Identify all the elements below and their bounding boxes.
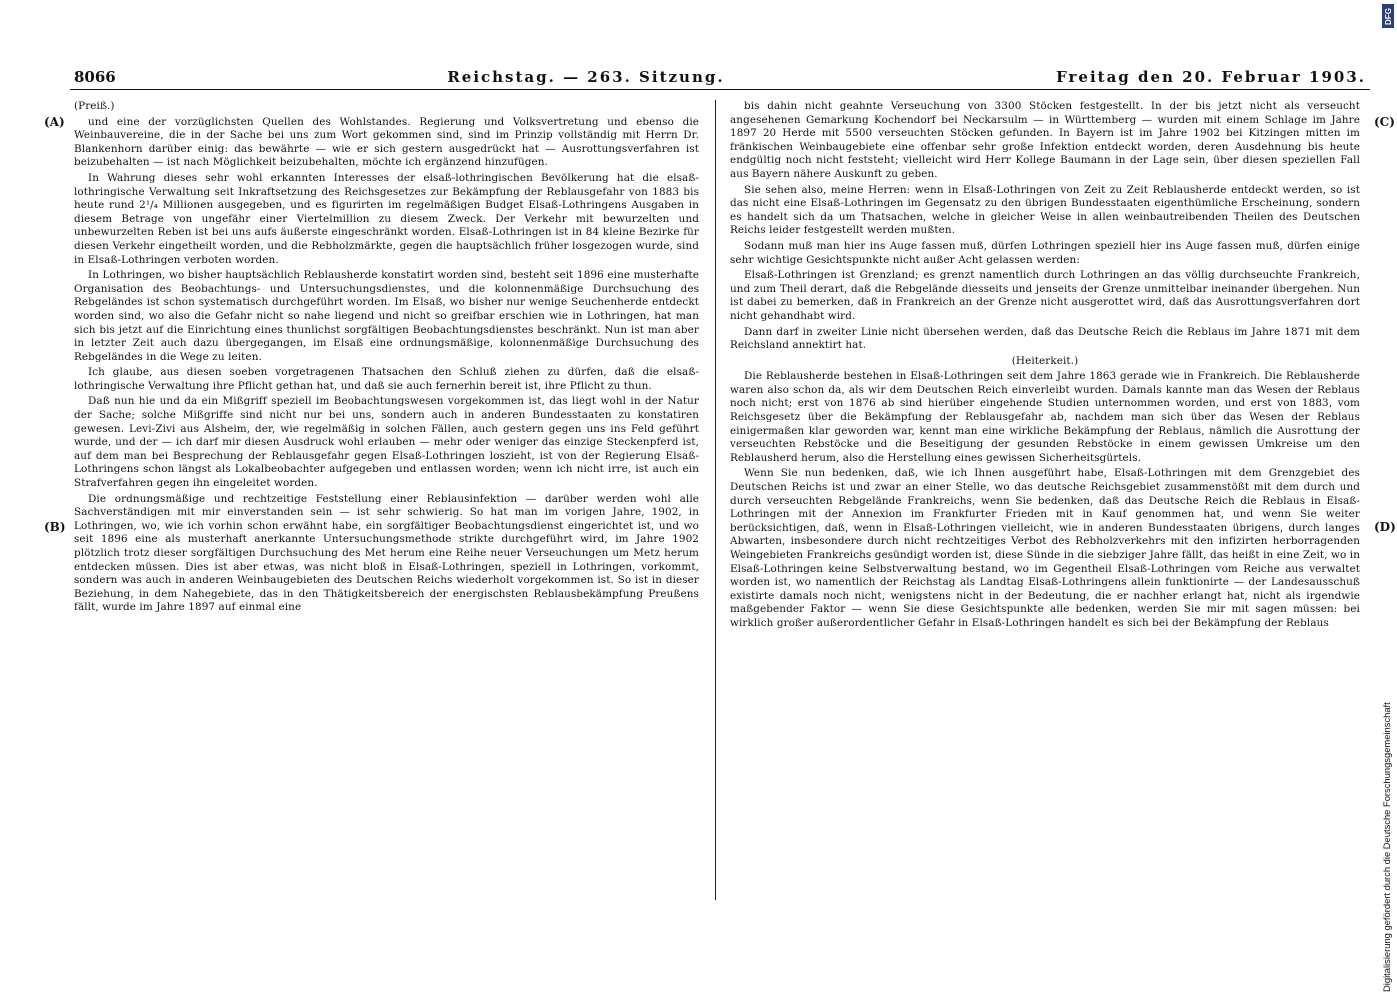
speaker-label: (Preiß.)	[74, 100, 115, 112]
margin-marker-d: (D)	[1374, 520, 1396, 534]
margin-marker-b: (B)	[44, 520, 66, 534]
interjection: (Heiterkeit.)	[1011, 354, 1079, 367]
paragraph: Wenn Sie nun bedenken, daß, wie ich Ihnen ausgeführt habe, Elsaß-Lothringen mit dem Grenzgebiet des Deutschen Reichs ist und zwar an einer Stelle, wo das deutsche Reichsgebiet zusammenstößt mit dem durch und durch verseuchten Rebgelände Frankreichs, wenn Sie bedenken, daß das Deutsche Reich die Reblaus in Elsaß-Lothringen mit der Annexion im Frankfurter Frieden mit in Kauf genommen hat, und wenn Sie weiter berücksichtigen, daß, wenn in Elsaß-Lothringen vielleicht, wie in anderen Bundesstaaten übrigens, durch langes Abwarten, insbesondere durch nicht rechtzeitiges Verbot des Rebholzverkehrs mit den infizirten herborragenden Weingebieten Frankreichs gesündigt worden ist, diese Sünde in die siebziger Jahre fällt, das heißt in eine Zeit, wo in Elsaß-Lothringen keine Selbstverwaltung bestand, wo im Gegentheil Elsaß-Lothringen vom Reiche aus verwaltet worden ist, wo namentlich der Reichstag als Landtag Elsaß-Lothringens allein funktionirte — der Landesausschuß existirte damals noch nicht, wenigstens nicht in der Bedeutung, die er nachher erlangt hat, nicht als irgendwie maßgebender Faktor — wenn Sie diese Gesichtspunkte alle bedenken, werden Sie mir mit sagen müssen: bei wirklich großer außerordentlicher Gefahr in Elsaß-Lothringen handelt es sich bei der Bekämpfung der Reblaus	[730, 467, 1360, 629]
header-right-title: Freitag den 20. Februar 1903.	[1056, 68, 1366, 86]
paragraph: In Lothringen, wo bisher hauptsächlich Reblausherde konstatirt worden sind, besteht seit 1896 eine musterhafte Organisation des Beobachtungs- und Untersuchungsdienstes, und die kolonnenmäßige Durchsuchung des Rebgeländes ist schon systematisch durchgeführt worden. Im Elsaß, wo bisher nur wenige Seuchenherde entdeckt worden sind, wo also die Gefahr nicht so nahe liegend und nicht so greifbar erschien wie in Lothringen, hat man sich bis jetzt auf die Einrichtung eines thunlichst sorgfältigen Beobachtungsdienstes beschränkt. Nun ist man aber in letzter Zeit auch dazu übergegangen, im Elsaß eine ordnungsmäßige, kolonnenmäßige Durchsuchung des Rebgeländes in die Wege zu leiten.	[74, 269, 699, 363]
paragraph: In Wahrung dieses sehr wohl erkannten Interesses der elsaß-lothringischen Bevölkerung hat die elsaß-lothringische Verwaltung seit Inkraftsetzung des Reichsgesetzes zur Bekämpfung der Reblausgefahr von 1883 bis heute rund 2¹/₄ Millionen ausgegeben, und es figurirten im regelmäßigen Budget Elsaß-Lothringens Ausgaben in diesem Betrage von ungefähr einer Viertelmillion zu diesem Zweck. Der Verkehr mit bewurzelten und unbewurzelten Reben ist bei uns aufs äußerste eingeschränkt worden. Elsaß-Lothringen ist in 84 kleine Bezirke für diesen Verkehr eingetheilt worden, und die Rebholzmärkte, gegen die hauptsächlich früher losgezogen wurde, sind in Elsaß-Lothringen verboten worden.	[74, 171, 699, 266]
column-right	[730, 100, 1360, 920]
margin-marker-c: (C)	[1374, 115, 1395, 129]
column-divider	[715, 100, 716, 900]
paragraph: Dann darf in zweiter Linie nicht übersehen werden, daß das Deutsche Reich die Reblaus im Jahre 1871 mit dem Reichsland annektirt hat.	[730, 325, 1360, 352]
paragraph: Die Reblausherde bestehen in Elsaß-Lothringen seit dem Jahre 1863 gerade wie in Frankreich. Die Reblausherde waren also schon da, als wir dem Deutschen Reich einverleibt wurden. Damals kannte man das Wesen der Reblaus noch nicht; erst von 1876 ab sind hierüber eingehende Studien unternommen worden, und erst von 1883, vom Reichsgesetz über die Bekämpfung der Reblausgefahr ab, nachdem man sich über das Wesen der Reblaus einigermaßen klar geworden war, kennt man eine wirkliche Bekämpfung der Reblaus, nämlich die Ausrottung der verseuchten Rebstöcke und die Beseitigung der gesunden Rebstöcke in einem gewissen Umkreise um den Reblausherd herum, also die Herstellung eines gewissen Sicherheitsgürtels.	[730, 370, 1360, 464]
paragraph: Daß nun hie und da ein Mißgriff speziell im Beobachtungswesen vorgekommen ist, das liegt wohl in der Natur der Sache; solche Mißgriffe sind nicht nur bei uns, sondern auch in anderen Bundesstaaten zu konstatiren gewesen. Levi-Zivi aus Alsheim, der, wie regelmäßig in solchen Fällen, auch gestern gegen uns ins Feld geführt wurde, und der — ich darf mir diesen Ausdruck wohl erlauben — mehr oder weniger das einzige Steckenpferd ist, auf dem man bei Besprechung der Reblausgefahr gegen Elsaß-Lothringen loszieht, ist von der Regierung Elsaß-Lothringens schon längst als Lokalbeobachter aufgegeben und entlassen worden; wenn ich nicht irre, ist auch ein Strafverfahren gegen ihn eingeleitet worden.	[74, 395, 699, 490]
page-number: 8066	[74, 68, 116, 86]
paragraph: Ich glaube, aus diesen soeben vorgetragenen Thatsachen den Schluß ziehen zu dürfen, daß die elsaß-lothringische Verwaltung ihre Pflicht gethan hat, und daß sie auch fernerhin bereit ist, ihre Pflicht zu thun.	[74, 366, 699, 392]
header-left-title: Reichstag. — 263. Sitzung.	[447, 68, 725, 86]
paragraph: und eine der vorzüglichsten Quellen des Wohlstandes. Regierung und Volksvertretung und ebenso die Weinbauvereine, die in der Sache bei uns zum Wort gekommen sind, sind im Prinzip vollständig mit Herrn Dr. Blankenhorn darüber einig: das bewährte — wie er sich gestern ausgedrückt hat — Ausrottungsverfahren ist beizubehalten — ist nach Möglichkeit beizubehalten, möchte ich ergänzend hinzufügen.	[74, 115, 699, 169]
paragraph: bis dahin nicht geahnte Verseuchung von 3300 Stöcken festgestellt. In der bis jetzt nicht als verseucht angesehenen Gemarkung Kochendorf bei Neckarsulm — in Württemberg — wurden mit einem Schlage im Jahre 1897 20 Herde mit 5500 verseuchten Stöcken gefunden. In Bayern ist im Jahre 1902 bei Kitzingen mitten im fränkischen Weinbaugebiete eine offenbar sehr große Infektion entdeckt worden, deren Ausdehnung bis heute endgültig noch nicht feststeht; vielleicht wird Herr Kollege Baumann in der Lage sein, über diesen speziellen Fall aus Bayern nähere Auskunft zu geben.	[730, 100, 1360, 180]
dfg-logo-text: DFG	[1383, 7, 1393, 25]
column-left	[74, 100, 699, 920]
paragraph: Elsaß-Lothringen ist Grenzland; es grenzt namentlich durch Lothringen an das völlig durchseuchte Frankreich, und zum Theil derart, daß die Rebgelände diesseits und jenseits der Grenze unmittelbar ineinander übergehen. Nun ist dabei zu bemerken, daß in Frankreich an der Grenze nicht ausgerottet wird, daß das Ausrottungsverfahren dort nicht gehandhabt wird.	[730, 269, 1360, 322]
page-header	[70, 60, 1370, 90]
digitization-credit: Digitalisierung gefördert durch die Deutsche Forschungsgemeinschaft	[1381, 702, 1392, 992]
paragraph: Die ordnungsmäßige und rechtzeitige Feststellung einer Reblausinfektion — darüber werden wohl alle Sachverständigen mit mir einverstanden sein — ist sehr schwierig. So hat man im vorigen Jahre, 1902, in Lothringen, wo, wie ich vorhin schon erwähnt habe, ein sorgfältiger Beobachtungsdienst eingerichtet ist, und wo seit 1896 eine als musterhaft anerkannte Untersuchungsmethode strikte durchgeführt wird, im Jahre 1902 plötzlich trotz dieser sorgfältigen Durchsuchung des Met herum eine Reihe neuer Verseuchungen um Metz herum entdecken müssen. Dies ist aber etwas, was nicht bloß in Elsaß-Lothringen, speziell in Lothringen, vorkommt, sondern was auch in anderen Weinbaugebieten des Deutschen Reichs wiederholt vorgekommen ist. So ist in dieser Beziehung, in dem Nahegebiete, das in den Thätigkeitsbereich der energischsten Reblausbekämpfung Preußens fällt, wurde im Jahre 1897 auf einmal eine	[74, 492, 699, 614]
margin-marker-a: (A)	[44, 115, 65, 129]
paragraph: Sie sehen also, meine Herren: wenn in Elsaß-Lothringen von Zeit zu Zeit Reblausherde entdeckt werden, so ist das nicht eine Elsaß-Lothringen im Gegensatz zu den übrigen Bundesstaaten eigenthümliche Erscheinung, sondern es handelt sich da um Thatsachen, welche in gleicher Weise in allen weinbautreibenden Theilen des Deutschen Reichs leider festgestellt werden mußten.	[730, 183, 1360, 237]
paragraph: Sodann muß man hier ins Auge fassen muß, dürfen Lothringen speziell hier ins Auge fassen muß, dürfen einige sehr wichtige Gesichtspunkte nicht außer Acht gelassen werden:	[730, 239, 1360, 266]
dfg-logo	[1382, 4, 1394, 28]
